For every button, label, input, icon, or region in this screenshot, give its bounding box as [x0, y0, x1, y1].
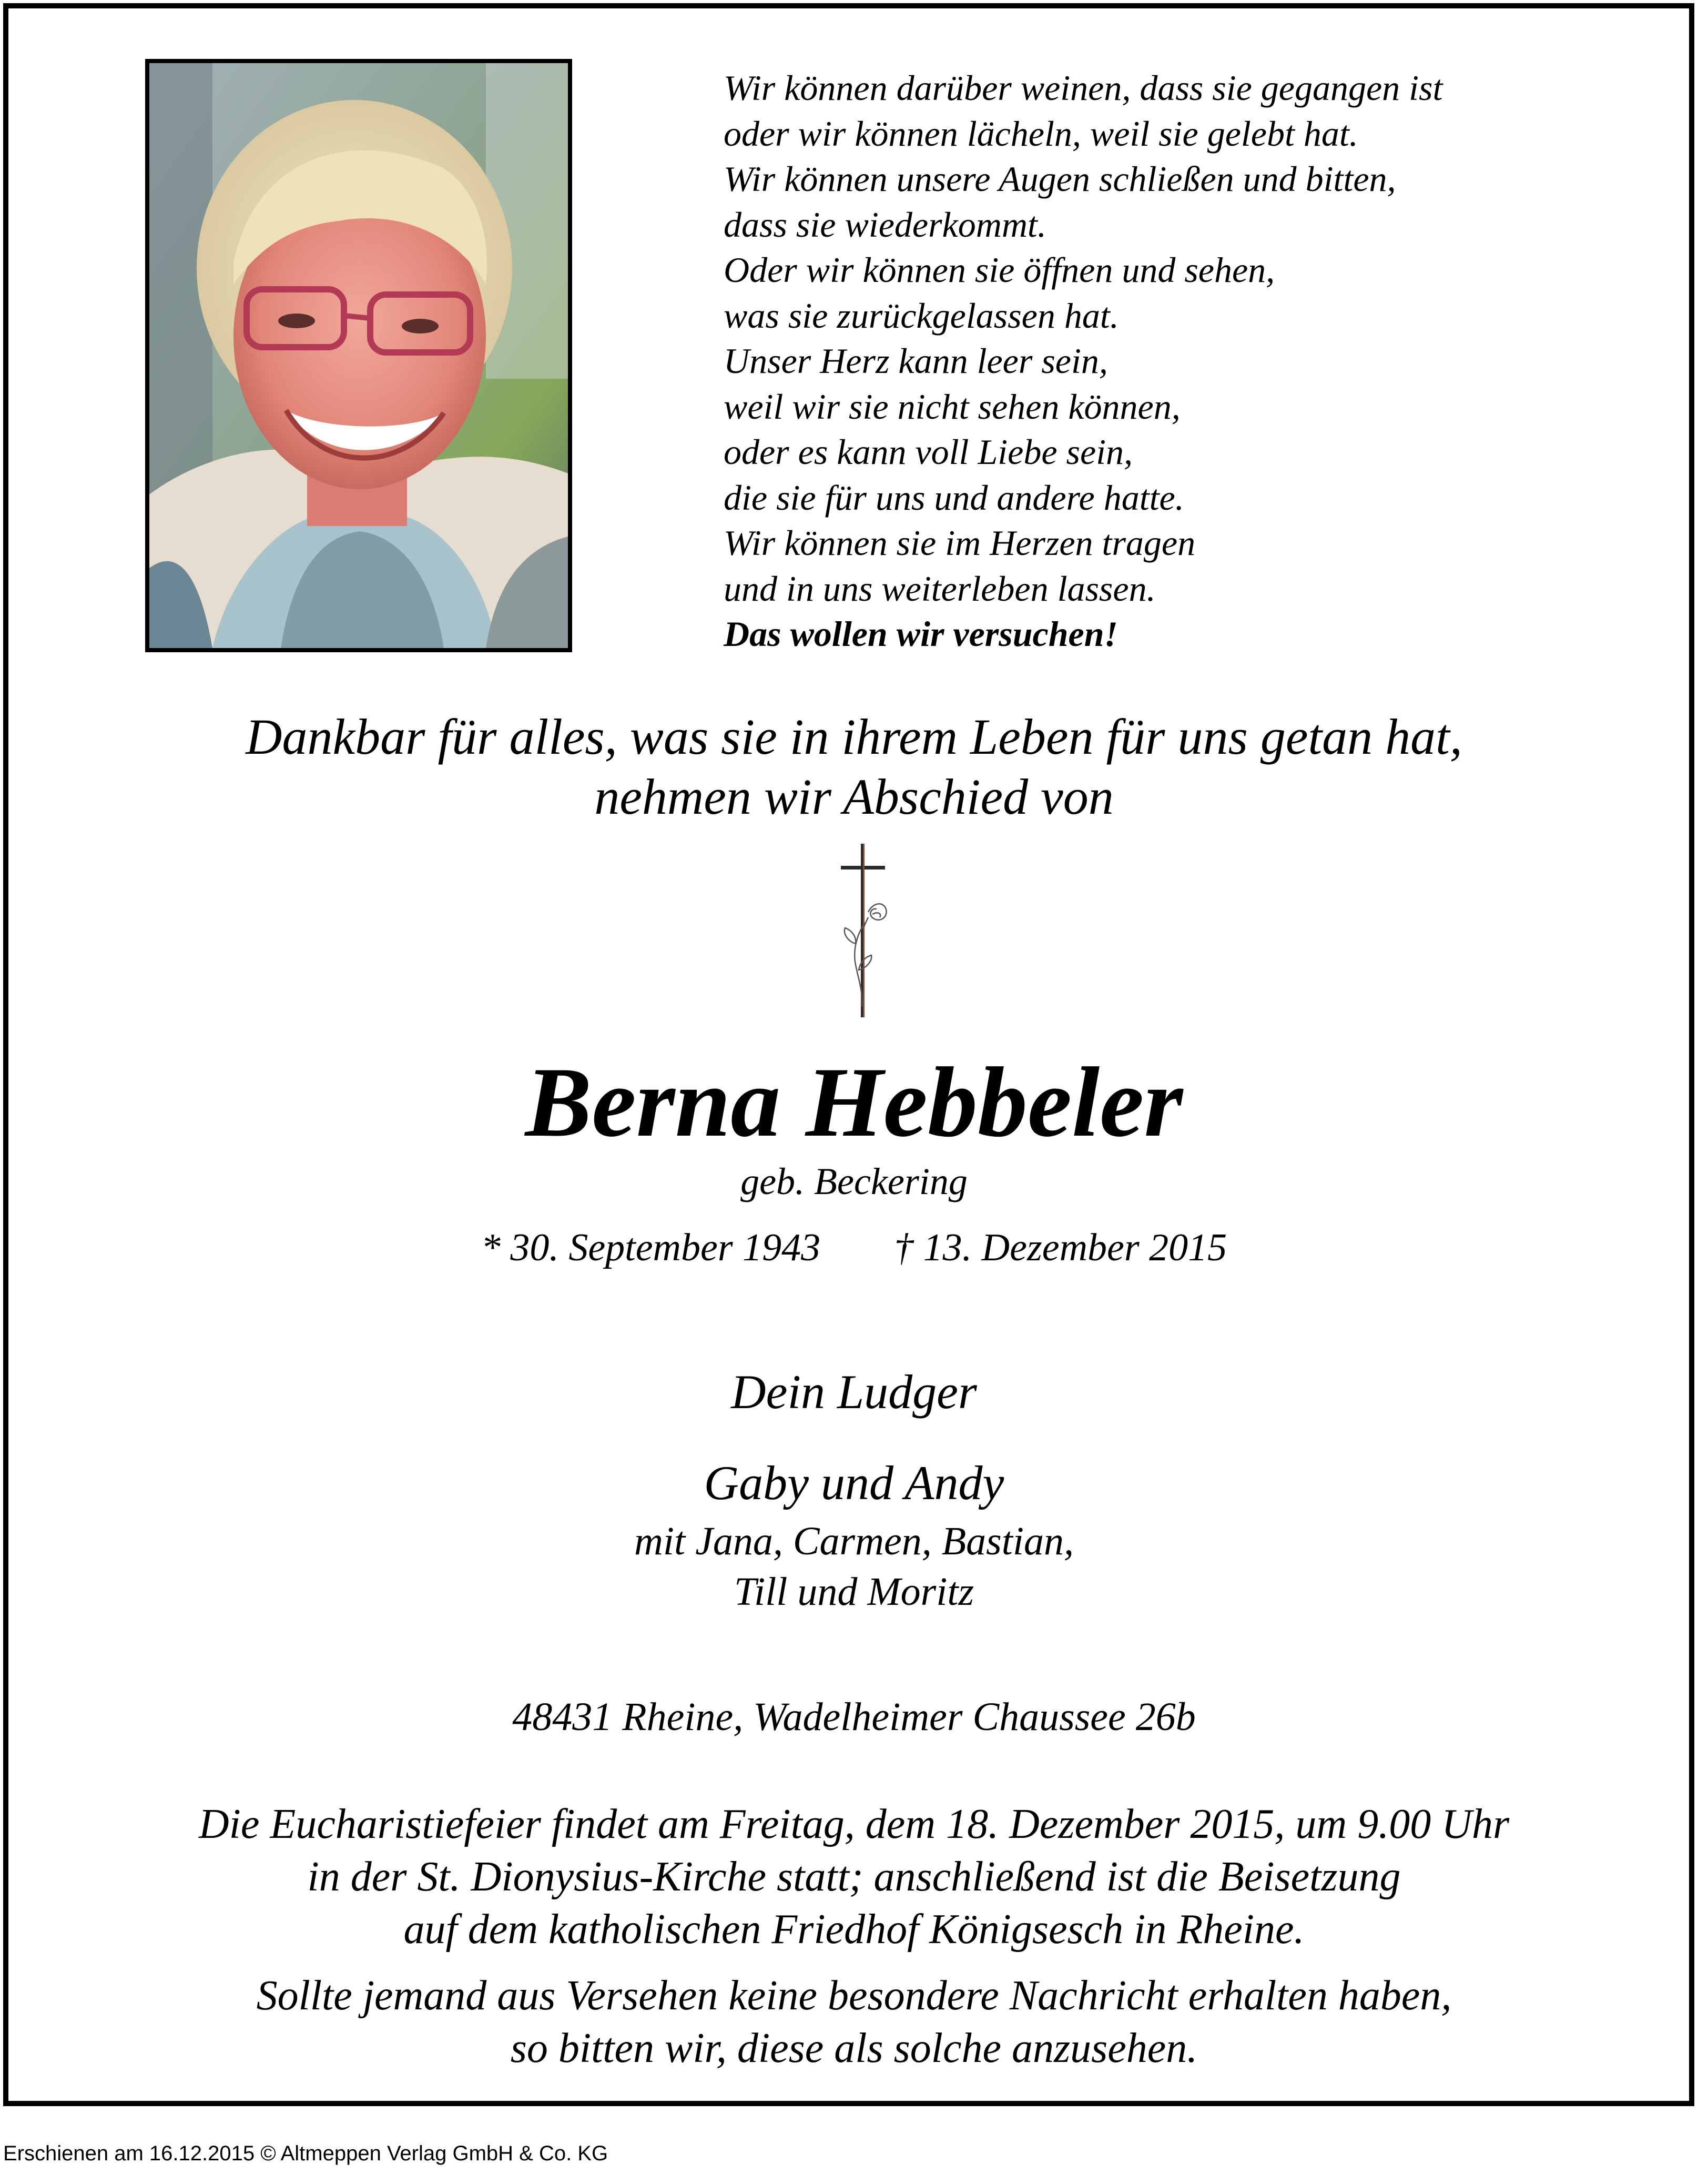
birth-date: * 30. September 1943 [481, 1226, 821, 1269]
poem [724, 65, 1670, 657]
publication-footer: Erschienen am 16.12.2015 © Altmeppen Verlag GmbH & Co. KG [3, 2142, 608, 2165]
address: 48431 Rheine, Wadelheimer Chaussee 26b [512, 1695, 1196, 1739]
poem-line: Wir können darüber weinen, dass sie gegangen ist [724, 68, 1443, 108]
portrait-photo [145, 59, 572, 652]
ceremony-info [8, 1798, 1700, 1956]
cross-with-rose-icon [831, 844, 894, 1017]
mourner-spouse: Dein Ludger [731, 1365, 977, 1419]
poem-line: Wir können sie im Herzen tragen [724, 523, 1196, 563]
life-dates [8, 1223, 1700, 1272]
poem-line: oder es kann voll Liebe sein, [724, 432, 1133, 472]
poem-line: und in uns weiterleben lassen. [724, 568, 1156, 609]
thanks-text [8, 707, 1700, 827]
poem-line: oder wir können lächeln, weil sie gelebt hat. [724, 113, 1358, 154]
ceremony-line-2: in der St. Dionysius-Kirche statt; anschließend ist die Beisetzung [307, 1854, 1401, 1900]
poem-line: weil wir sie nicht sehen können, [724, 386, 1181, 427]
poem-closing-line: Das wollen wir versuchen! [724, 614, 1118, 654]
ceremony-line-1: Die Eucharistiefeier findet am Freitag, dem 18. Dezember 2015, um 9.00 Uhr [198, 1801, 1510, 1847]
notice-text [8, 1969, 1700, 2075]
obituary-frame [3, 3, 1694, 2106]
notice-line-2: so bitten wir, diese als solche anzusehen. [510, 2025, 1198, 2071]
poem-line: was sie zurückgelassen hat. [724, 295, 1119, 336]
born-name: geb. Beckering [740, 1160, 968, 1202]
deceased-name: Berna Hebbeler [525, 1047, 1183, 1158]
ceremony-line-3: auf dem katholischen Friedhof Königsesch in Rheine. [403, 1906, 1305, 1953]
mourner-grandchildren-line-2: Till und Moritz [734, 1570, 974, 1614]
notice-line-1: Sollte jemand aus Versehen keine besondere Nachricht erhalten haben, [256, 1973, 1452, 2019]
death-date: † 13. Dezember 2015 [894, 1226, 1227, 1269]
poem-line: Wir können unsere Augen schließen und bitten, [724, 159, 1396, 199]
thanks-line-2: nehmen wir Abschied von [594, 769, 1114, 825]
mourner-children: Gaby und Andy [704, 1456, 1004, 1510]
poem-line: Oder wir können sie öffnen und sehen, [724, 250, 1275, 290]
poem-line: dass sie wiederkommt. [724, 204, 1046, 245]
poem-line: Unser Herz kann leer sein, [724, 341, 1108, 381]
thanks-line-1: Dankbar für alles, was sie in ihrem Leben für uns getan hat, [246, 709, 1462, 765]
mourner-grandchildren-line-1: mit Jana, Carmen, Bastian, [634, 1519, 1074, 1563]
poem-line: die sie für uns und andere hatte. [724, 477, 1184, 518]
portrait-photo-image [149, 63, 568, 648]
